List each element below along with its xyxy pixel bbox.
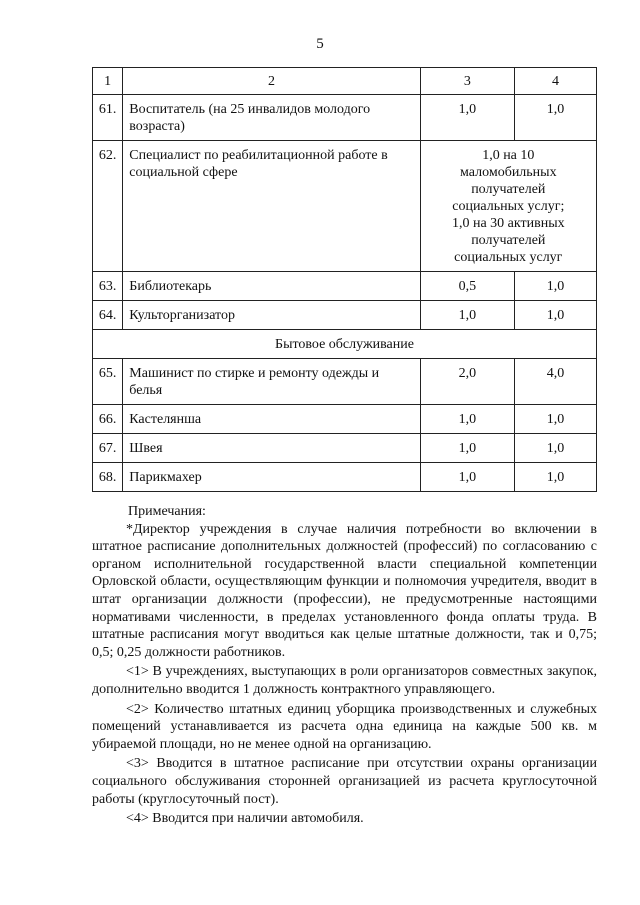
notes-section (92, 503, 597, 828)
position-name: Специалист по реабилитационной работе в социальной сфере (123, 141, 420, 272)
value-col-4: 1,0 (515, 405, 597, 434)
row-number: 66. (93, 405, 123, 434)
value-col-3: 1,0 (420, 463, 514, 492)
value-col-4: 1,0 (515, 272, 597, 301)
table-row (93, 95, 597, 141)
row-number: 65. (93, 359, 123, 405)
page-number: 5 (316, 36, 324, 52)
note-3: <3> Вводится в штатное расписание при отсутствии охраны организации социального обслуживания сторонней организацией из расчета круглосуточной работы (круглосуточный пост). (92, 756, 597, 807)
value-col-3: 1,0 (420, 434, 514, 463)
row-number: 64. (93, 301, 123, 330)
header-col-1: 1 (93, 68, 123, 95)
value-col-4: 4,0 (515, 359, 597, 405)
value-col-4: 1,0 (515, 463, 597, 492)
section-row (93, 330, 597, 359)
position-name: Кастелянша (123, 405, 420, 434)
value-col-3: 1,0 (420, 405, 514, 434)
merged-value-cell (420, 141, 596, 272)
header-col-2: 2 (123, 68, 420, 95)
note-4: <4> Вводится при наличии автомобиля. (126, 811, 364, 827)
value-col-3: 2,0 (420, 359, 514, 405)
table-row (93, 301, 597, 330)
row-number: 68. (93, 463, 123, 492)
table-row (93, 272, 597, 301)
header-col-4: 4 (515, 68, 597, 95)
value-col-4: 1,0 (515, 95, 597, 141)
table-row (93, 463, 597, 492)
position-name: Воспитатель (на 25 инвалидов молодого возраста) (123, 95, 420, 141)
table-row (93, 405, 597, 434)
note-director: *Директор учреждения в случае наличия потребности во включении в штатное расписание дополнительных должностей (профессий) по согласованию с органом исполнительной государственной власти специальной компетенции Орловской области, осуществляющим функции и полномочия учредителя, вводит в штат организации должности (профессии), не предусмотренные настоящими нормативами численности, в пределах установленного фонда оплаты труда. В штатные расписания могут вводиться как целые штатные должности, так и 0,75; 0,5; 0,25 должности работников. (92, 521, 597, 660)
staffing-table (92, 67, 597, 492)
section-title: Бытовое обслуживание (93, 330, 597, 359)
merged-value-line-1: 1,0 на 10 маломобильных получателей социальных услуг; (452, 148, 565, 214)
position-name: Парикмахер (123, 463, 420, 492)
value-col-3: 1,0 (420, 301, 514, 330)
value-col-4: 1,0 (515, 434, 597, 463)
row-number: 67. (93, 434, 123, 463)
note-2: <2> Количество штатных единиц уборщика производственных и служебных помещений устанавливается из расчета одна единица на каждые 500 кв. м убираемой площади, но не менее одной на организацию. (92, 701, 597, 752)
row-number: 63. (93, 272, 123, 301)
table-row (93, 434, 597, 463)
notes-title: Примечания: (128, 504, 206, 519)
value-col-3: 0,5 (420, 272, 514, 301)
table-row (93, 359, 597, 405)
position-name: Культорганизатор (123, 301, 420, 330)
header-col-3: 3 (420, 68, 514, 95)
table-row (93, 141, 597, 272)
position-name: Машинист по стирке и ремонту одежды и белья (123, 359, 420, 405)
value-col-4: 1,0 (515, 301, 597, 330)
position-name: Библиотекарь (123, 272, 420, 301)
note-1: <1> В учреждениях, выступающих в роли организаторов совместных закупок, дополнительно вводится 1 должность контрактного управляющего. (92, 664, 597, 697)
table-header-row (93, 68, 597, 95)
row-number: 62. (93, 141, 123, 272)
position-name: Швея (123, 434, 420, 463)
row-number: 61. (93, 95, 123, 141)
merged-value-line-2: 1,0 на 30 активных получателей социальных услуг (451, 216, 565, 265)
value-col-3: 1,0 (420, 95, 514, 141)
